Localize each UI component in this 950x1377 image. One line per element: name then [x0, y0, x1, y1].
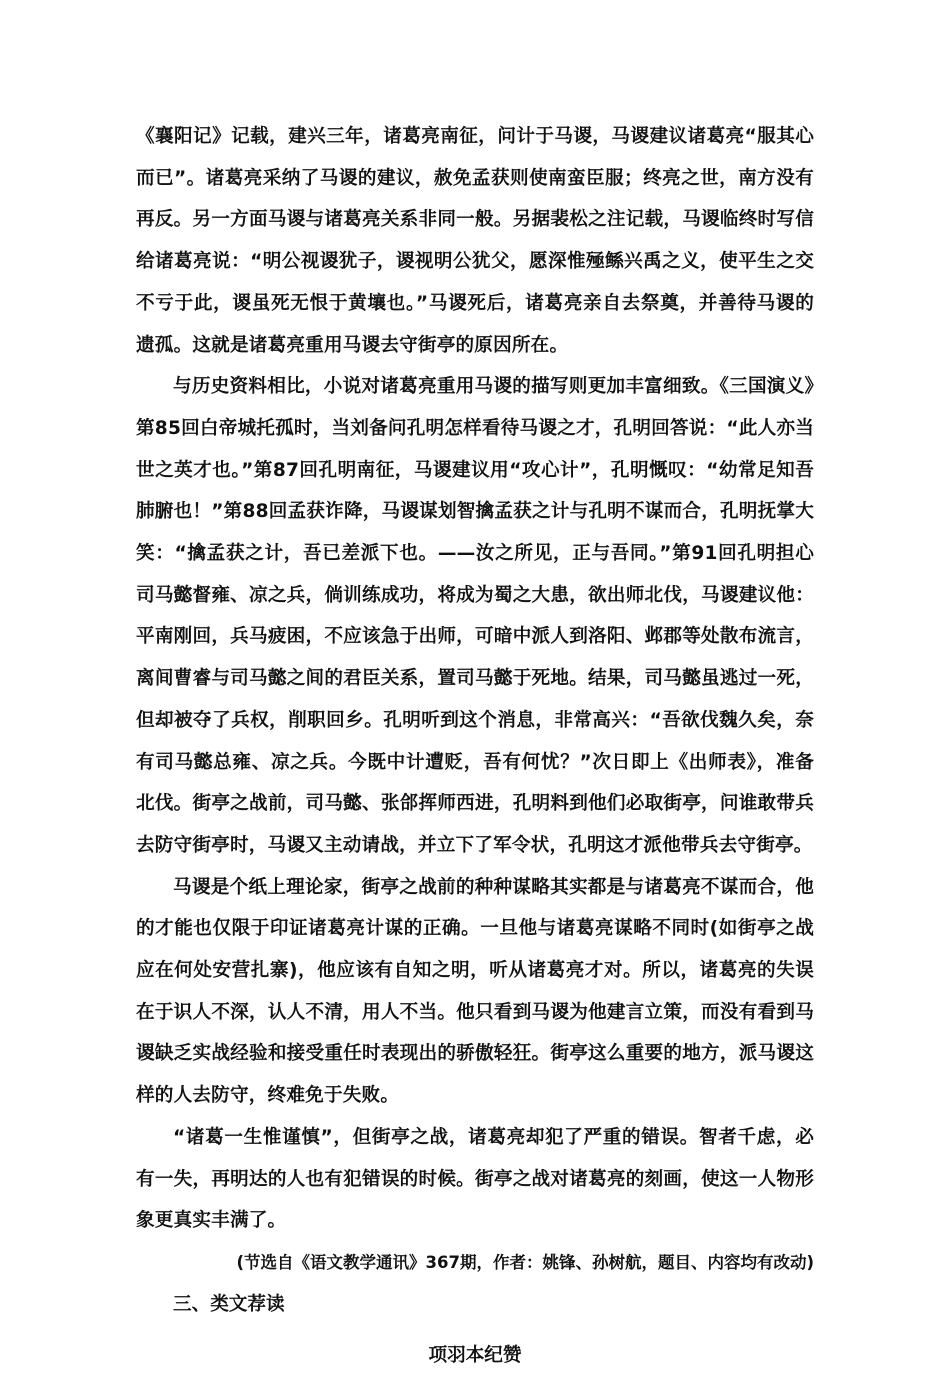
section-heading: 三、类文荐读: [173, 1293, 285, 1315]
source-citation: (节选自《语文教学通讯》367期，作者：姚锋、孙树航，题目、内容均有改动): [236, 1252, 814, 1272]
paragraph-masu-analysis: 马谡是个纸上理论家，街亭之战前的种种谋略其实都是与诸葛亮不谋而合，他的才能也仅限于印证诸葛亮计谋的正确。一旦他与诸葛亮谋略不同时(如街亭之战应在何处安营扎寨)，他应该有自知之明，听从诸葛亮才对。所以，诸葛亮的失误在于识人不深，认人不清，用人不当。他只看到马谡为他建言立策，而没有看到马谡缺乏实战经验和接受重任时表现出的骄傲轻狂。街亭这么重要的地方，派马谡这样的人去防守，终难免于失败。: [136, 876, 814, 1107]
paragraph-xiangyang-ji: 《襄阳记》记载，建兴三年，诸葛亮南征，问计于马谡，马谡建议诸葛亮“服其心而已”。诸葛亮采纳了马谡的建议，赦免孟获则使南蛮臣服；终亮之世，南方没有再反。另一方面马谡与诸葛亮关系非同一般。另据裴松之注记载，马谡临终时写信给诸葛亮说：“明公视谡犹子，谡视明公犹父，愿深惟殛鲧兴禹之义，使平生之交不亏于此，谡虽死无恨于黄壤也。”马谡死后，诸葛亮亲自去祭奠，并善待马谡的遗孤。这就是诸葛亮重用马谡去守街亭的原因所在。: [136, 126, 814, 356]
paragraph-novel-comparison: 与历史资料相比，小说对诸葛亮重用马谡的描写则更加丰富细致。《三国演义》第85回白帝城托孤时，当刘备问孔明怎样看待马谡之才，孔明回答说：“此人亦当世之英才也。”第87回孔明南征，马谡建议用“攻心计”，孔明慨叹：“幼常足知吾肺腑也！”第88回孟获诈降，马谡谋划智擒孟获之计与孔明不谋而合，孔明抚掌大笑：“擒孟获之计，吾已差派下也。——汝之所见，正与吾同。”第91回孔明担心司马懿督雍、凉之兵，倘训练成功，将成为蜀之大患，欲出师北伐，马谡建议他：平南刚回，兵马疲困，不应该急于出师，可暗中派人到洛阳、邺郡等处散布流言，离间曹睿与司马懿之间的君臣关系，置司马懿于死地。结果，司马懿虽逃过一死，但却被夺了兵权，削职回乡。孔明听到这个消息，非常高兴：“吾欲伐魏久矣，奈有司马懿总雍、凉之兵。今既中计遭贬，吾有何忧？”次日即上《出师表》，准备北伐。街亭之战前，司马懿、张郃挥师西进，孔明料到他们必取街亭，问谁敢带兵去防守街亭时，马谡又主动请战，并立下了军令状，孔明这才派他带兵去守街亭。: [136, 376, 814, 856]
reading-title: 项羽本纪赞: [428, 1345, 522, 1367]
paragraph-conclusion: “诸葛一生惟谨慎”，但街亭之战，诸葛亮却犯了严重的错误。智者千虑，必有一失，再明达的人也有犯错误的时候。街亭之战对诸葛亮的刻画，使这一人物形象更真实丰满了。: [136, 1126, 814, 1232]
article-body: [136, 116, 814, 1377]
